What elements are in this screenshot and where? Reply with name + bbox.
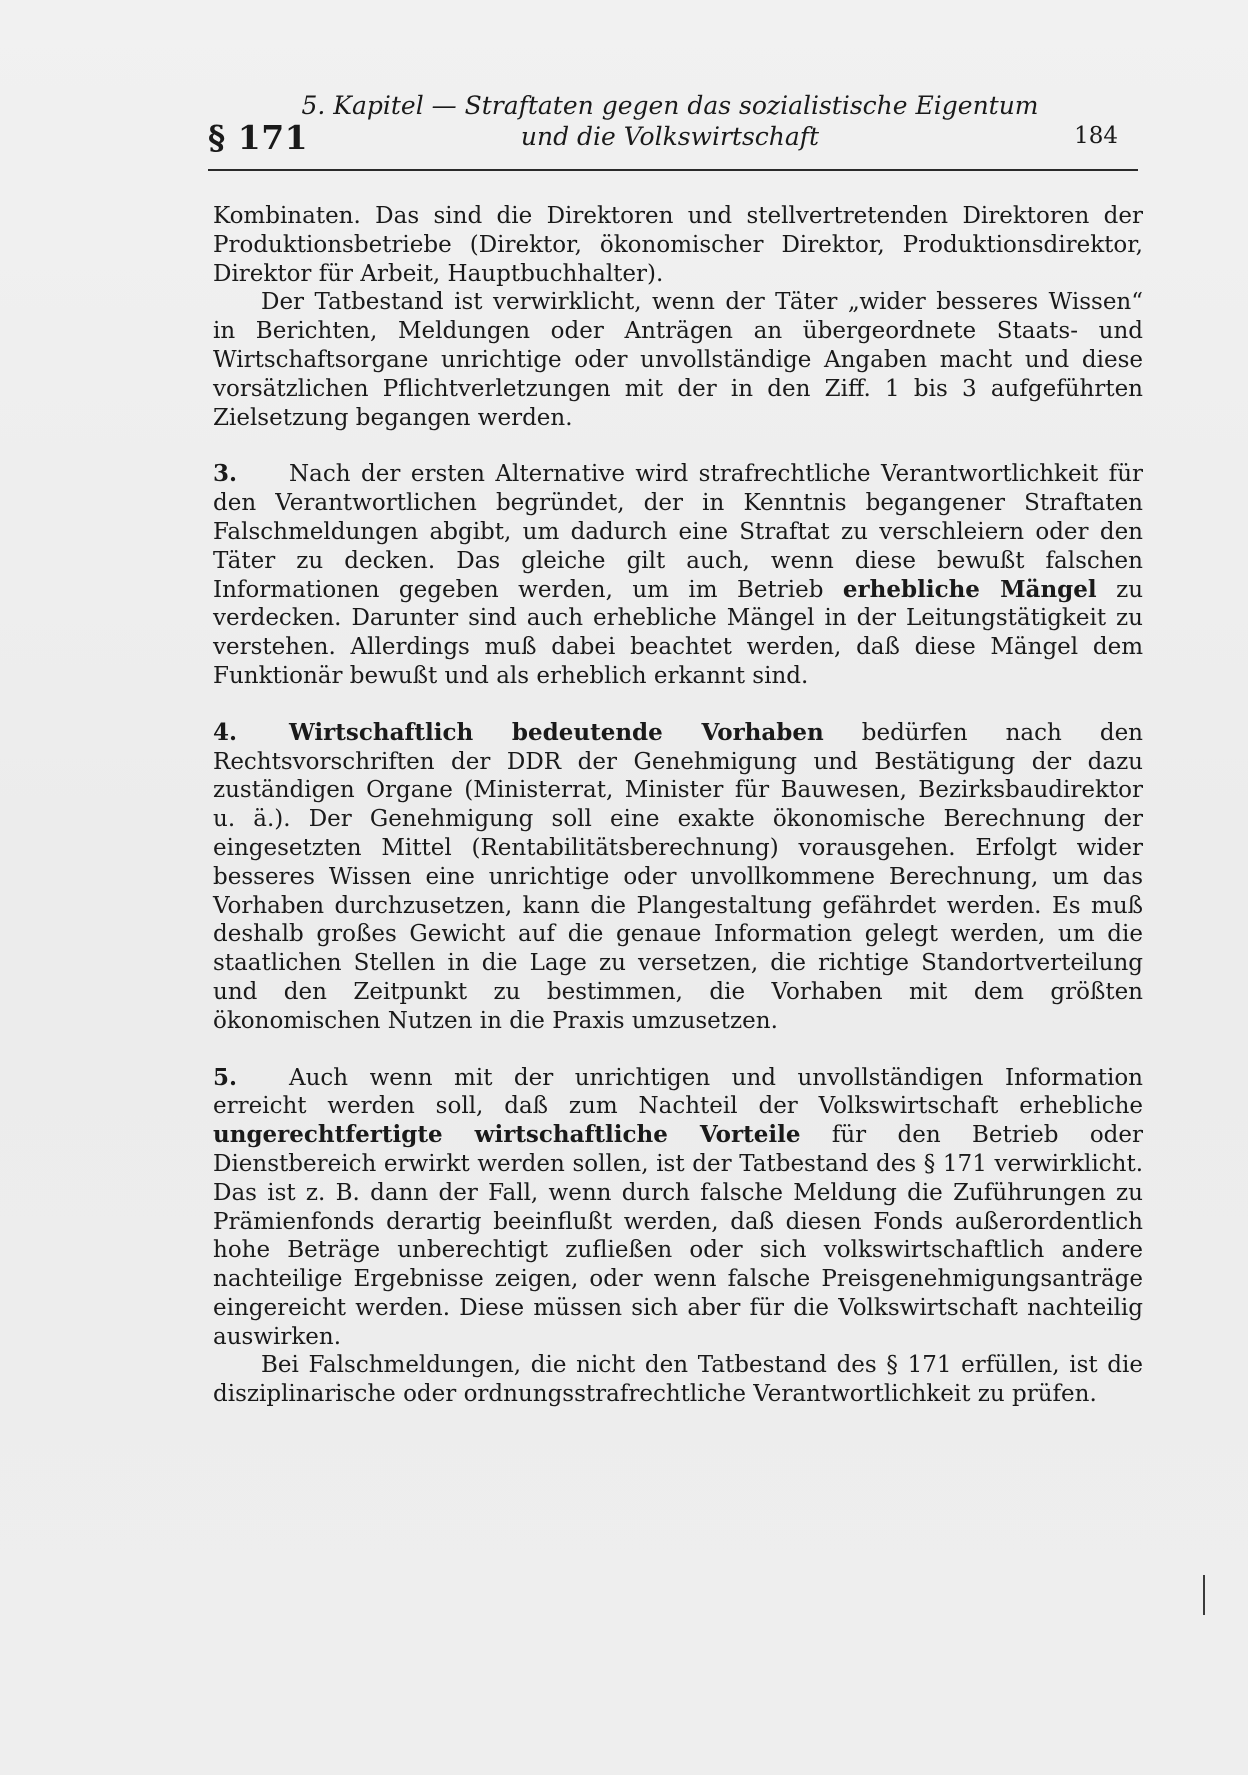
page-number: 184 xyxy=(1074,123,1118,149)
page-header xyxy=(208,90,1138,170)
body-text xyxy=(213,202,1143,1409)
item-5-bold: ungerechtfertigte wirtschaftliche Vorteile xyxy=(213,1121,801,1149)
paragraph-1: Kombinaten. Das sind die Direktoren und stellvertretenden Direktoren der Produktionsbetriebe (Direktor, ökonomischer Direktor, Produktionsdirektor, Direktor für Arbeit, Hauptbuchhalter). xyxy=(213,203,1143,287)
scan-edge-mark xyxy=(1203,1575,1205,1615)
item-3-text-b: zu verdecken. Darunter sind auch erhebliche Mängel in der Leitungstätigkeit zu verstehen. Allerdings muß dabei beachtet werden, daß diese Mängel dem Funktionär bewußt und als erheblich erkannt sind. xyxy=(213,576,1144,689)
item-number-3: 3. xyxy=(213,460,238,488)
item-4-bold: Wirtschaftlich bedeutende Vorhaben xyxy=(289,718,824,746)
header-rule xyxy=(208,169,1138,171)
item-number-4: 4. xyxy=(213,718,238,746)
paragraph-last: Bei Falschmeldungen, die nicht den Tatbestand des § 171 erfüllen, ist die disziplinarische oder ordnungsstrafrechtliche Verantwortlichkeit zu prüfen. xyxy=(213,1352,1143,1408)
section-mark: § 171 xyxy=(208,118,309,157)
item-5-text-a: Auch wenn mit der unrichtigen und unvollständigen Information erreicht werden soll, daß zum Nachteil der Volkswirtschaft erhebliche xyxy=(213,1064,1143,1120)
numbered-item-5 xyxy=(213,1064,1143,1352)
chapter-title-line-1: 5. Kapitel — Straftaten gegen das sozialistische Eigentum xyxy=(301,91,1039,120)
item-5-text-b: für den Betrieb oder Dienstbereich erwirkt werden sollen, ist der Tatbestand des § 171 verwirklicht. Das ist z. B. dann der Fall, wenn durch falsche Meldung die Zuführungen zu Prämienfonds derartig beeinflußt werden, daß diesen Fonds außerordentlich hohe Beträge unberechtigt zufließen oder sich volkswirtschaftlich andere nachteilige Ergebnisse zeigen, oder wenn falsche Preisgenehmigungsanträge eingereicht werden. Diese müssen sich aber für die Volkswirtschaft nachteilig auswirken. xyxy=(213,1122,1143,1350)
numbered-item-3 xyxy=(213,460,1143,690)
item-number-5: 5. xyxy=(213,1063,238,1091)
numbered-item-4 xyxy=(213,719,1143,1036)
chapter-title-line-2: und die Volkswirtschaft xyxy=(520,122,820,151)
chapter-title xyxy=(300,90,1040,152)
item-3-text-a: Nach der ersten Alternative wird strafrechtliche Verantwortlichkeit für den Verantwortlichen begründet, der in Kenntnis begangener Straftaten Falschmeldungen abgibt, um dadurch eine Straftat zu verschleiern oder den Täter zu decken. Das gleiche gilt auch, wenn diese bewußt falschen Informationen gegeben werden, um im Betrieb xyxy=(213,461,1143,603)
paragraph-2: Der Tatbestand ist verwirklicht, wenn der Täter „wider besseres Wissen“ in Berichten, Meldungen oder Anträgen an übergeordnete Staats- und Wirtschaftsorgane unrichtige oder unvollständige Angaben macht und diese vorsätzlichen Pflichtverletzungen mit der in den Ziff. 1 bis 3 aufgeführten Zielsetzung begangen werden. xyxy=(213,289,1143,431)
item-4-text: bedürfen nach den Rechtsvorschriften der DDR der Genehmigung und Bestätigung der dazu zuständigen Organe (Ministerrat, Minister für Bauwesen, Bezirksbaudirektor u. ä.). Der Genehmigung soll eine exakte ökonomische Berechnung der eingesetzten Mittel (Rentabilitätsberechnung) vorausgehen. Erfolgt wider besseres Wissen eine unrichtige oder unvollkommene Berechnung, um das Vorhaben durchzusetzen, kann die Plangestaltung gefährdet werden. Es muß deshalb großes Gewicht auf die genaue Information gelegt werden, um die staatlichen Stellen in die Lage zu versetzen, die richtige Standortverteilung und den Zeitpunkt zu bestimmen, die Vorhaben mit dem größten ökonomischen Nutzen in die Praxis umzusetzen. xyxy=(213,719,1143,1034)
item-3-bold: erhebliche Mängel xyxy=(842,575,1097,603)
